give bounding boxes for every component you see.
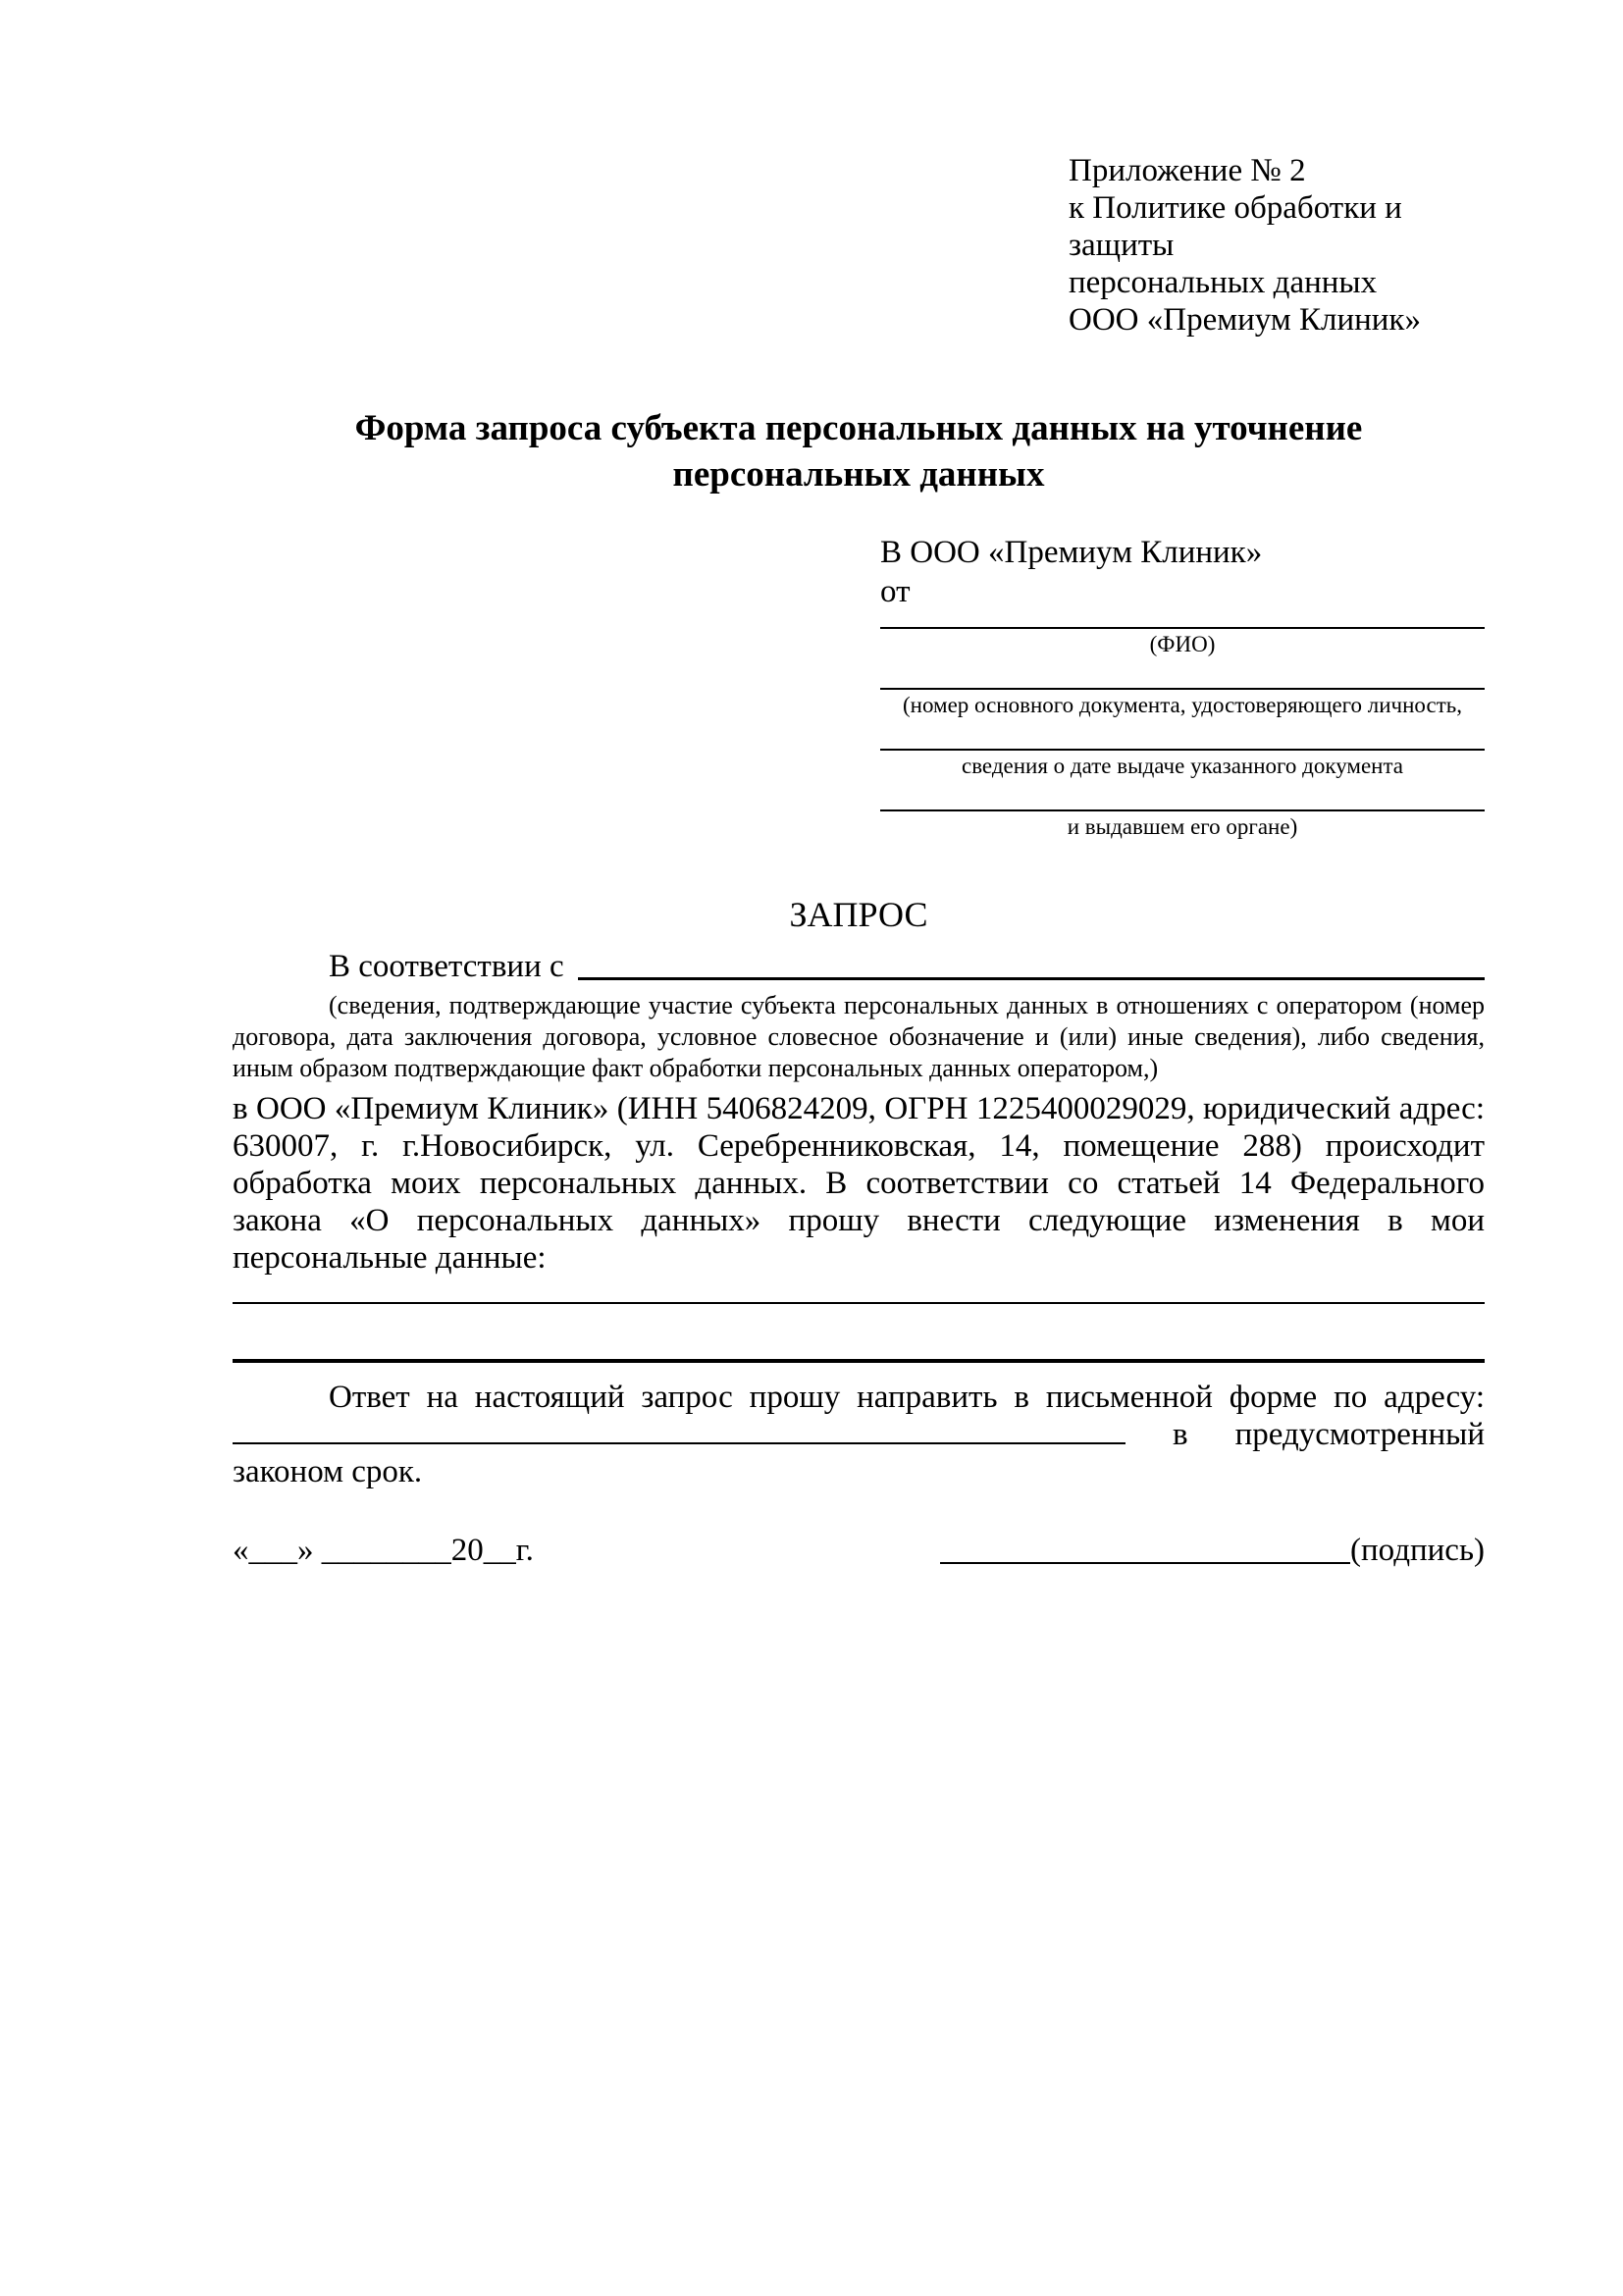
document-issuer-field [880,794,1485,841]
body-paragraph: в ООО «Премиум Клиник» (ИНН 5406824209, ОГРН 1225400029029, юридический адрес: 630007, г. г.Новосибирск, ул. Серебренниковская, 14, помещение 288) происходит обработка моих персональных данных. В соответствии со статьей 14 Федерального закона «О персональных данных» прошу внести следующие изменения в мои персональные данные: [233,1091,1485,1276]
appendix-line: персональных данных [1069,265,1378,300]
fill-in-line [233,1302,1485,1304]
appendix-line: ООО «Премиум Клиник» [1069,302,1421,338]
appendix-line: Приложение № 2 [1069,153,1306,188]
fill-in-line [880,733,1485,751]
addressee-from: от [880,574,911,609]
closing-row [233,1532,1485,1569]
fill-in-line [880,611,1485,629]
fio-field [880,611,1485,658]
fill-in-line [880,672,1485,690]
document-issue-date-field [880,733,1485,780]
field-caption: и выдавшем его органе) [1067,814,1298,839]
document-number-field [880,672,1485,719]
appendix-block [1069,152,1485,339]
date-line: «___» ________20__г. [233,1533,534,1568]
fill-in-line [578,977,1485,980]
reply-tail: в предусмотренный [1173,1417,1485,1452]
accordance-note: (сведения, подтверждающие участие субъекта персональных данных в отношениях с оператором (номер договора, дата заключения договора, условное словесное обозначение и (или) иные сведения), либо сведения, иным образом подтверждающие факт обработки персональных данных оператором,) [233,991,1485,1082]
signature-line [940,1562,1350,1564]
field-caption: (номер основного документа, удостоверяющего личность, [902,693,1462,717]
address-fill-in-line [233,1442,1126,1444]
field-caption: (ФИО) [1149,632,1216,656]
addressee-block [880,533,1485,841]
appendix-line: к Политике обработки и защиты [1069,190,1402,263]
document-title: Форма запроса субъекта персональных данных на уточнение персональных данных [354,408,1363,495]
reply-tail: законом срок. [233,1454,423,1489]
addressee-to: В ООО «Премиум Клиник» [880,535,1263,570]
accordance-lead: В соответствии с [329,949,564,984]
reply-paragraph [233,1379,1485,1490]
fill-in-line [233,1359,1485,1363]
field-caption: сведения о дате выдаче указанного документа [961,754,1404,778]
signature-area [940,1532,1485,1569]
request-heading: ЗАПРОС [789,895,928,934]
accordance-line [233,947,1485,986]
signature-caption: (подпись) [1350,1533,1485,1568]
reply-lead: Ответ на настоящий запрос прошу направить в письменной форме по адресу: [329,1380,1485,1415]
fill-in-line [880,794,1485,811]
